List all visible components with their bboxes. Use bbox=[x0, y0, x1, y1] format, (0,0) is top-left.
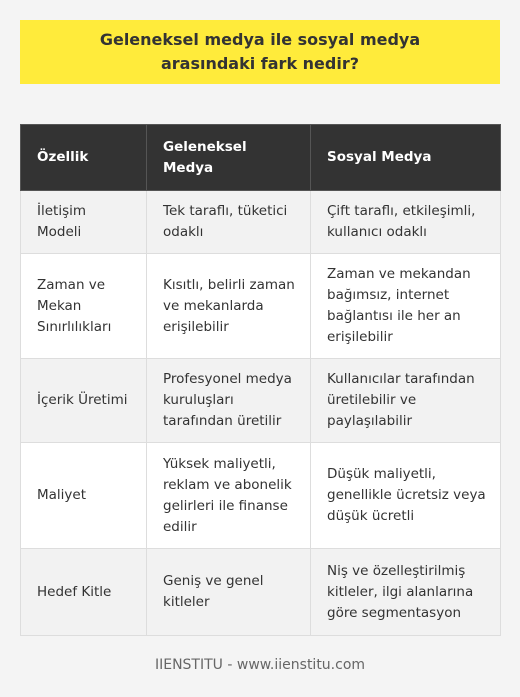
header-feature: Özellik bbox=[21, 125, 147, 191]
social-cell: Kullanıcılar tarafından üretilebilir ve paylaşılabilir bbox=[311, 359, 501, 443]
feature-cell: İletişim Modeli bbox=[21, 191, 147, 254]
table-row bbox=[21, 191, 501, 254]
social-cell: Niş ve özelleştirilmiş kitleler, ilgi alanlarına göre segmentasyon bbox=[311, 549, 501, 636]
table-row bbox=[21, 549, 501, 636]
table-row bbox=[21, 254, 501, 359]
title-banner bbox=[20, 20, 500, 84]
comparison-table bbox=[20, 124, 501, 636]
social-cell: Düşük maliyetli, genellikle ücretsiz veya düşük ücretli bbox=[311, 443, 501, 549]
table-row bbox=[21, 359, 501, 443]
social-cell: Çift taraflı, etkileşimli, kullanıcı odaklı bbox=[311, 191, 501, 254]
table-header-row bbox=[21, 125, 501, 191]
feature-cell: Hedef Kitle bbox=[21, 549, 147, 636]
feature-cell: Maliyet bbox=[21, 443, 147, 549]
page-title: Geleneksel medya ile sosyal medya arasındaki fark nedir? bbox=[99, 30, 421, 73]
header-social-media: Sosyal Medya bbox=[311, 125, 501, 191]
header-traditional-media: Geleneksel Medya bbox=[147, 125, 311, 191]
footer-credit: IIENSTITU - www.iienstitu.com bbox=[154, 657, 366, 673]
feature-cell: İçerik Üretimi bbox=[21, 359, 147, 443]
traditional-cell: Yüksek maliyetli, reklam ve abonelik gelirleri ile finanse edilir bbox=[147, 443, 311, 549]
traditional-cell: Geniş ve genel kitleler bbox=[147, 549, 311, 636]
traditional-cell: Tek taraflı, tüketici odaklı bbox=[147, 191, 311, 254]
traditional-cell: Kısıtlı, belirli zaman ve mekanlarda erişilebilir bbox=[147, 254, 311, 359]
social-cell: Zaman ve mekandan bağımsız, internet bağlantısı ile her an erişilebilir bbox=[311, 254, 501, 359]
traditional-cell: Profesyonel medya kuruluşları tarafından üretilir bbox=[147, 359, 311, 443]
table-row bbox=[21, 443, 501, 549]
feature-cell: Zaman ve Mekan Sınırlılıkları bbox=[21, 254, 147, 359]
